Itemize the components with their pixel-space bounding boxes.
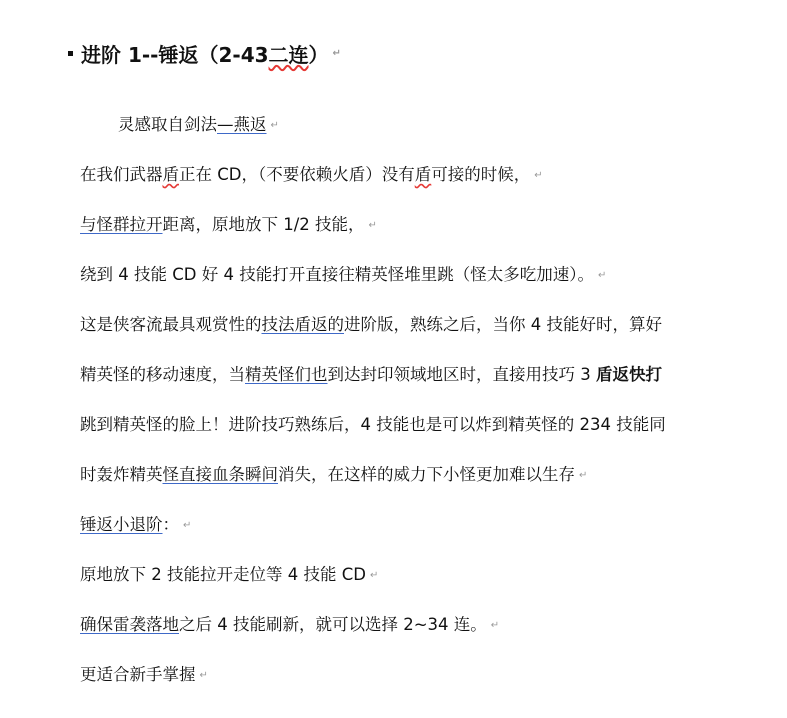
paragraph-mark-icon: ↵ <box>199 669 208 681</box>
text-run: 进阶版，熟练之后，当你 4 技能好时，算好 <box>344 315 662 334</box>
text-run: 到达封印领域地区时，直接用技巧 3 <box>327 365 596 384</box>
paragraph-mark-icon: ↵ <box>534 169 543 181</box>
underlined-text: 锤返小退阶 <box>80 515 163 534</box>
paragraph-4 <box>80 263 606 288</box>
text-run: 距离，原地放下 1/2 技能， <box>162 215 365 234</box>
underlined-text: 怪直接血条瞬间 <box>162 465 278 484</box>
underlined-text: 与怪群拉开 <box>80 215 163 234</box>
paragraph-mark-icon: ↵ <box>490 619 500 631</box>
text-run: 精英怪的移动速度，当 <box>80 365 245 384</box>
misspelled-text: 盾 <box>414 165 432 184</box>
paragraph-2 <box>80 163 543 188</box>
text-run: 灵感取自剑法 <box>118 115 217 134</box>
text-run: 跳到精英怪的脸上！进阶技巧熟练后，4 技能也是可以炸到精英怪的 234 技能同 <box>80 415 666 434</box>
paragraph-6 <box>80 513 191 538</box>
text-run: 原地放下 2 技能拉开走位等 4 技能 CD <box>80 565 366 584</box>
paragraph-mark-icon: ↵ <box>332 47 341 59</box>
paragraph-mark-icon: ↵ <box>270 119 279 131</box>
heading-closing: ） <box>308 42 329 67</box>
paragraph-5-line-4 <box>80 463 587 488</box>
text-run: 正在 CD，（不要依赖火盾）没有 <box>179 165 415 184</box>
paragraph-7 <box>80 563 378 588</box>
paragraph-mark-icon: ↵ <box>369 569 379 581</box>
paragraph-mark-icon: ↵ <box>183 519 192 531</box>
paragraph-8 <box>80 613 499 638</box>
text-run: 绕到 4 技能 CD 好 4 技能打开直接往精英怪堆里跳（怪太多吃加速）。 <box>80 265 594 284</box>
text-run: 之后 4 技能刷新，就可以选择 2~34 连。 <box>179 615 487 634</box>
heading-misspelled-text: 二连 <box>268 42 309 67</box>
paragraph-1 <box>118 113 279 138</box>
paragraph-5-line-3 <box>80 413 666 437</box>
paragraph-mark-icon: ↵ <box>579 469 588 481</box>
underlined-text: —燕返 <box>217 115 267 134</box>
paragraph-mark-icon: ↵ <box>368 219 377 231</box>
bullet-icon <box>68 51 73 56</box>
text-run: 消失，在这样的威力下小怪更加难以生存 <box>278 465 575 484</box>
text-run: ： <box>162 515 179 534</box>
heading-text: 进阶 1--锤返（2-43 <box>81 42 269 67</box>
bold-text: 盾返快打 <box>596 365 662 384</box>
paragraph-mark-icon: ↵ <box>597 269 607 281</box>
paragraph-5-line-1 <box>80 313 662 337</box>
underlined-text: 技法盾返的 <box>261 315 344 334</box>
misspelled-text: 盾 <box>162 165 179 184</box>
paragraph-3 <box>80 213 377 238</box>
paragraph-5-line-2 <box>80 363 662 387</box>
text-run: 时轰炸精英 <box>80 465 163 484</box>
section-heading <box>68 36 341 70</box>
text-run: 在我们武器 <box>80 165 163 184</box>
underlined-text: 精英怪们也 <box>245 365 328 384</box>
text-run: 这是侠客流最具观赏性的 <box>80 315 262 334</box>
text-run: 可接的时候， <box>431 165 531 184</box>
underlined-text: 确保雷袭落地 <box>80 615 179 634</box>
paragraph-9 <box>80 663 208 688</box>
text-run: 更适合新手掌握 <box>80 665 196 684</box>
